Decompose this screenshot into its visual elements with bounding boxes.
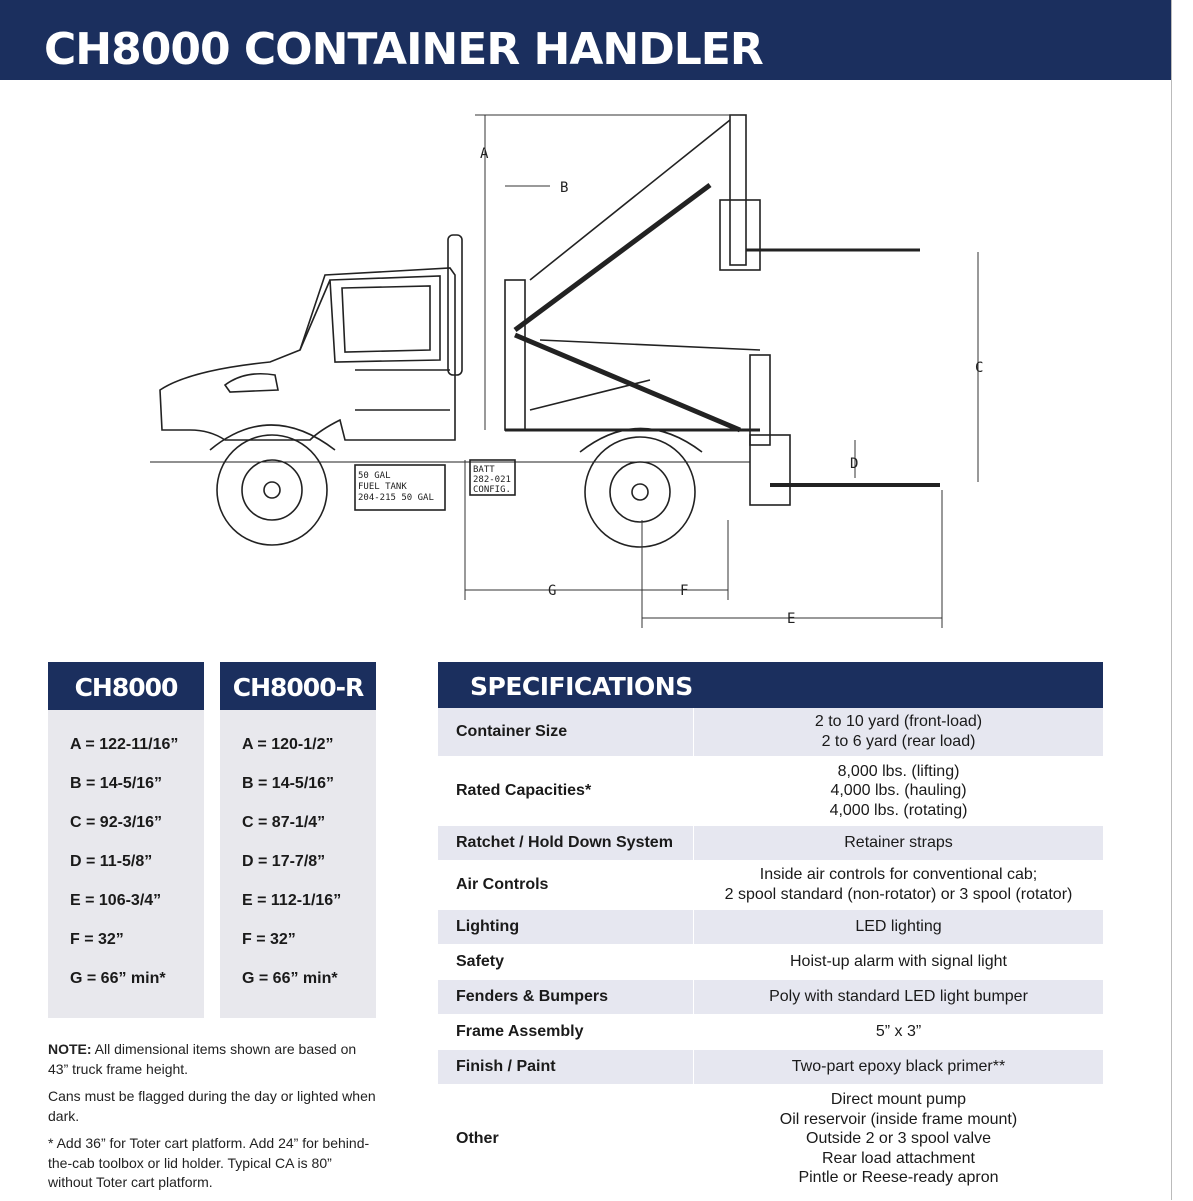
dim-b: B = 14-5/16” <box>242 775 335 792</box>
spec-value-line: Oil reservoir (inside frame mount) <box>779 1110 1018 1128</box>
specifications-heading: SPECIFICATIONS <box>438 662 1103 708</box>
spec-value-line: LED lighting <box>855 918 942 936</box>
spec-value-line: 8,000 lbs. (lifting) <box>837 762 960 780</box>
spec-value <box>694 1015 1103 1049</box>
spec-row <box>438 1050 1103 1085</box>
model-dims-ch8000 <box>48 662 204 1018</box>
title-banner <box>0 0 1171 80</box>
spec-row <box>438 910 1103 945</box>
dim-label-f: F <box>680 583 689 599</box>
spec-value-line: Retainer straps <box>844 834 953 852</box>
truck-diagram <box>150 100 1010 640</box>
note-cans: Cans must be flagged during the day or lighted when dark. <box>48 1088 376 1124</box>
dim-label-b: B <box>560 180 569 196</box>
dim-c: C = 87-1/4” <box>242 814 326 831</box>
spec-label: Container Size <box>438 708 694 756</box>
spec-value-line: 2 to 10 yard (front-load) <box>814 713 983 731</box>
spec-value-line: Poly with standard LED light bumper <box>769 988 1028 1006</box>
spec-value-line: 2 spool standard (non-rotator) or 3 spool (rotator) <box>724 886 1073 903</box>
spec-value-line: 5” x 3” <box>875 1023 922 1041</box>
dim-g: G = 66” min* <box>242 970 338 987</box>
dim-e: E = 106-3/4” <box>70 892 162 909</box>
spec-row <box>438 980 1103 1015</box>
spec-label: Safety <box>438 945 694 979</box>
spec-label: Lighting <box>438 910 694 944</box>
spec-value-line: Two-part epoxy black primer** <box>791 1058 1006 1076</box>
spec-value <box>694 826 1103 860</box>
dim-label-e: E <box>787 611 796 627</box>
model-name: CH8000 <box>48 662 204 710</box>
page-edge <box>1171 0 1193 1200</box>
dim-e: E = 112-1/16” <box>242 892 342 909</box>
cab-outline <box>160 268 455 440</box>
spec-row <box>438 757 1103 826</box>
dim-c: C = 92-3/16” <box>70 814 163 831</box>
dim-label-a: A <box>480 146 489 162</box>
model-name: CH8000-R <box>220 662 376 710</box>
spec-row <box>438 708 1103 757</box>
spec-value-line: Rear load attachment <box>822 1149 975 1167</box>
tank-label-3: 204-215 50 GAL <box>358 493 434 503</box>
dim-b: B = 14-5/16” <box>70 775 163 792</box>
spec-label: Ratchet / Hold Down System <box>438 826 694 860</box>
spec-label: Frame Assembly <box>438 1015 694 1049</box>
spec-label: Fenders & Bumpers <box>438 980 694 1014</box>
dim-f: F = 32” <box>70 931 124 948</box>
spec-value-line: 2 to 6 yard (rear load) <box>821 733 976 750</box>
batt-label-3: CONFIG. <box>473 485 511 495</box>
specifications-table <box>438 662 1103 1194</box>
page-title: CH8000 CONTAINER HANDLER <box>44 24 763 75</box>
spec-value-line: Direct mount pump <box>830 1091 967 1109</box>
note-footnote: * Add 36” for Toter cart platform. Add 24” for behind-the-cab toolbox or lid holder. Typical CA is 80” without Toter cart platform. <box>48 1135 370 1190</box>
spec-label: Finish / Paint <box>438 1050 694 1084</box>
spec-row <box>438 1085 1103 1194</box>
dim-d: D = 11-5/8” <box>70 853 153 870</box>
spec-value <box>694 980 1103 1014</box>
spec-label: Rated Capacities* <box>438 757 694 825</box>
dim-f: F = 32” <box>242 931 296 948</box>
dim-a: A = 122-11/16” <box>70 736 179 753</box>
notes <box>48 1040 378 1201</box>
spec-value <box>694 708 1103 756</box>
dim-label-d: D <box>850 456 859 472</box>
spec-value <box>694 757 1103 825</box>
model-dims-ch8000-r <box>220 662 376 1018</box>
spec-value <box>694 945 1103 979</box>
spec-value <box>694 1050 1103 1084</box>
dim-a: A = 120-1/2” <box>242 736 334 753</box>
spec-value-line: Outside 2 or 3 spool valve <box>806 1130 991 1148</box>
spec-row <box>438 826 1103 861</box>
batt-label-2: 282-021 <box>473 475 511 485</box>
dim-label-g: G <box>548 583 557 599</box>
spec-value <box>694 1085 1103 1193</box>
spec-label: Other <box>438 1085 694 1193</box>
dim-d: D = 17-7/8” <box>242 853 326 870</box>
spec-row <box>438 945 1103 980</box>
tank-label-2: FUEL TANK <box>358 482 407 492</box>
spec-value <box>694 910 1103 944</box>
dim-label-c: C <box>975 360 984 376</box>
spec-value-line: 4,000 lbs. (hauling) <box>830 782 967 800</box>
spec-label: Air Controls <box>438 861 694 909</box>
spec-value-line: Hoist-up alarm with signal light <box>790 953 1007 971</box>
note-dimensional: NOTE: All dimensional items shown are based on 43” truck frame height. <box>48 1041 357 1077</box>
spec-value <box>694 861 1103 909</box>
spec-value-line: Pintle or Reese-ready apron <box>798 1169 999 1187</box>
batt-label-1: BATT <box>473 465 495 475</box>
spec-value-line: Inside air controls for conventional cab; <box>759 866 1038 884</box>
tank-label-1: 50 GAL <box>358 471 391 481</box>
spec-row <box>438 1015 1103 1050</box>
spec-value-line: 4,000 lbs. (rotating) <box>829 801 968 819</box>
dim-g: G = 66” min* <box>70 970 166 987</box>
spec-row <box>438 861 1103 910</box>
